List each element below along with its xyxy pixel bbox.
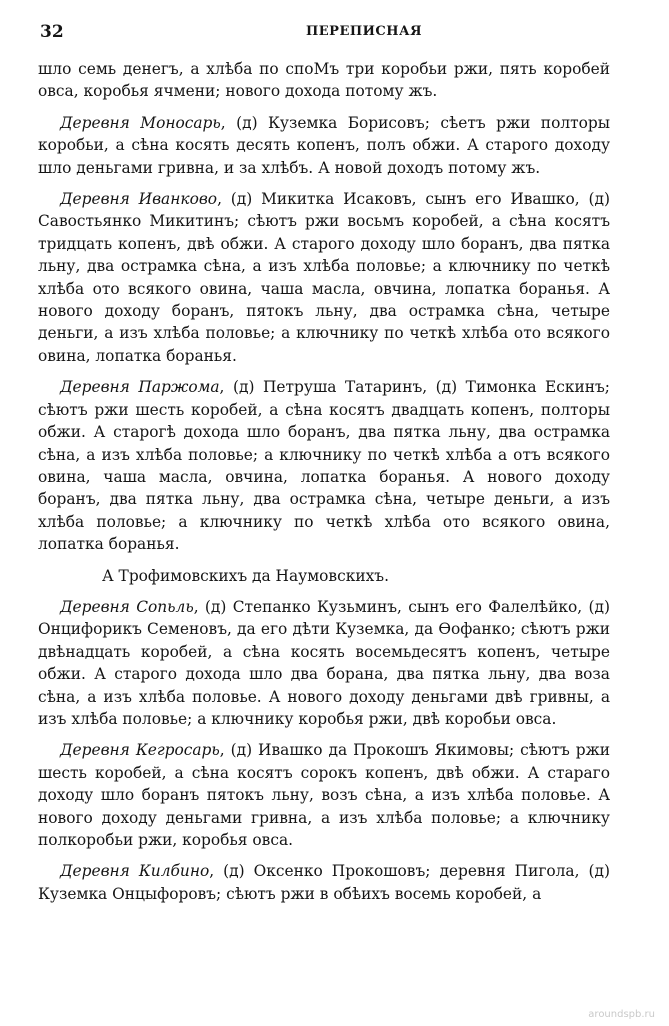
paragraph-text: , (д) Петруша Татаринъ, (д) Тимонка Ескинъ; сѣютъ ржи шесть коробей, а сѣна косятъ двадцать копенъ, полторы обжи. А старогѣ дохода шло боранъ, два пятка льну, два острамка сѣна, а изъ хлѣба половье; а ключнику по четкѣ хлѣба а отъ всякого овина, чаша масла, овчина, лопатка боранья. А нового доходу боранъ, два пятка льну, два острамка сѣна, четыре деньги, а изъ хлѣба половье; а ключнику по четкѣ хлѣба ото всякого овина, лопатка боранья. <box>38 378 610 554</box>
paragraph-village-kegrosar <box>38 739 610 851</box>
village-name: Деревня Моносарь <box>60 113 221 132</box>
paragraph-text: , (д) Оксенко Прокошовъ; деревня Пигола, (д) Куземка Онцыфоровъ; сѣютъ ржи в обѣихъ восемь коробей, а <box>38 862 611 903</box>
paragraph-continuation <box>38 58 610 103</box>
paragraph-text: , (д) Ивашко да Прокошъ Якимовы; сѣютъ ржи шесть коробей, а сѣна косятъ сорокъ копенъ, двѣ обжи. А стараго доходу шло боранъ пятокъ льну, возъ сѣна, а изъ хлѣба половье. А нового доходу деньгами гривна, а изъ хлѣба половье; а ключнику полкоробьи ржи, коробья овса. <box>38 741 610 849</box>
paragraph-village-ivankovo <box>38 188 610 367</box>
paragraph-text: шло семь денегъ, а хлѣба по споМъ три коробьи ржи, пять коробей овса, коробья ячмени; нового дохода потому жъ. <box>38 60 610 101</box>
page-header <box>40 22 640 46</box>
village-name: Деревня Килбино <box>60 862 210 881</box>
section-heading: А Трофимовскихъ да Наумовскихъ. <box>102 566 389 585</box>
paragraph-village-monosar <box>38 112 610 179</box>
running-head: ПЕРЕПИСНАЯ <box>306 24 423 39</box>
paragraph-village-kilbino <box>38 860 610 905</box>
body-text <box>38 58 610 905</box>
paragraph-village-sopl <box>38 596 610 730</box>
paragraph-text: , (д) Степанко Кузьминъ, сынъ его Фалелѣйко, (д) Онцифорикъ Семеновъ, да его дѣти Куземка, да Ѳофанко; сѣютъ ржи двѣнадцать коробей, а сѣна косять восемьдесятъ копенъ, четыре обжи. А старого дохода шло два борана, два пятка льну, два воза сѣна, а изъ хлѣба половье. А нового доходу деньгами двѣ гривны, а изъ хлѣба половье; а ключнику коробья ржи, двѣ коробьи овса. <box>38 597 610 728</box>
paragraph-village-parzhoma <box>38 376 610 555</box>
village-name: Деревня Иванково <box>60 190 218 209</box>
village-name: Деревня Сопьль <box>60 597 194 616</box>
page-number: 32 <box>40 22 64 42</box>
watermark: aroundspb.ru <box>588 1009 655 1020</box>
paragraph-text: , (д) Микитка Исаковъ, сынъ его Ивашко, (д) Савостьянко Микитинъ; сѣютъ ржи восьмъ коробей, а сѣна косятъ тридцать копенъ, двѣ обжи. А старого доходу шло боранъ, два пятка льну, два острамка сѣна, а изъ хлѣба половье; а ключнику по четкѣ хлѣба ото всякого овина, чаша масла, овчина, лопатка боранья. А нового доходу боранъ, пятокъ льну, два острамка сѣна, четыре деньги, а изъ хлѣба половье; а ключнику по четкѣ хлѣба ото всякого овина, лопатка боранья. <box>38 190 610 365</box>
village-name: Деревня Паржома <box>60 378 220 397</box>
paragraph-text: , (д) Куземка Борисовъ; сѣетъ ржи полторы коробьи, а сѣна косять десять копенъ, полъ обжи. А старого доходу шло деньгами гривна, и за хлѣбъ. А новой доходъ потому жъ. <box>38 113 610 177</box>
village-name: Деревня Кегросарь <box>60 741 220 760</box>
